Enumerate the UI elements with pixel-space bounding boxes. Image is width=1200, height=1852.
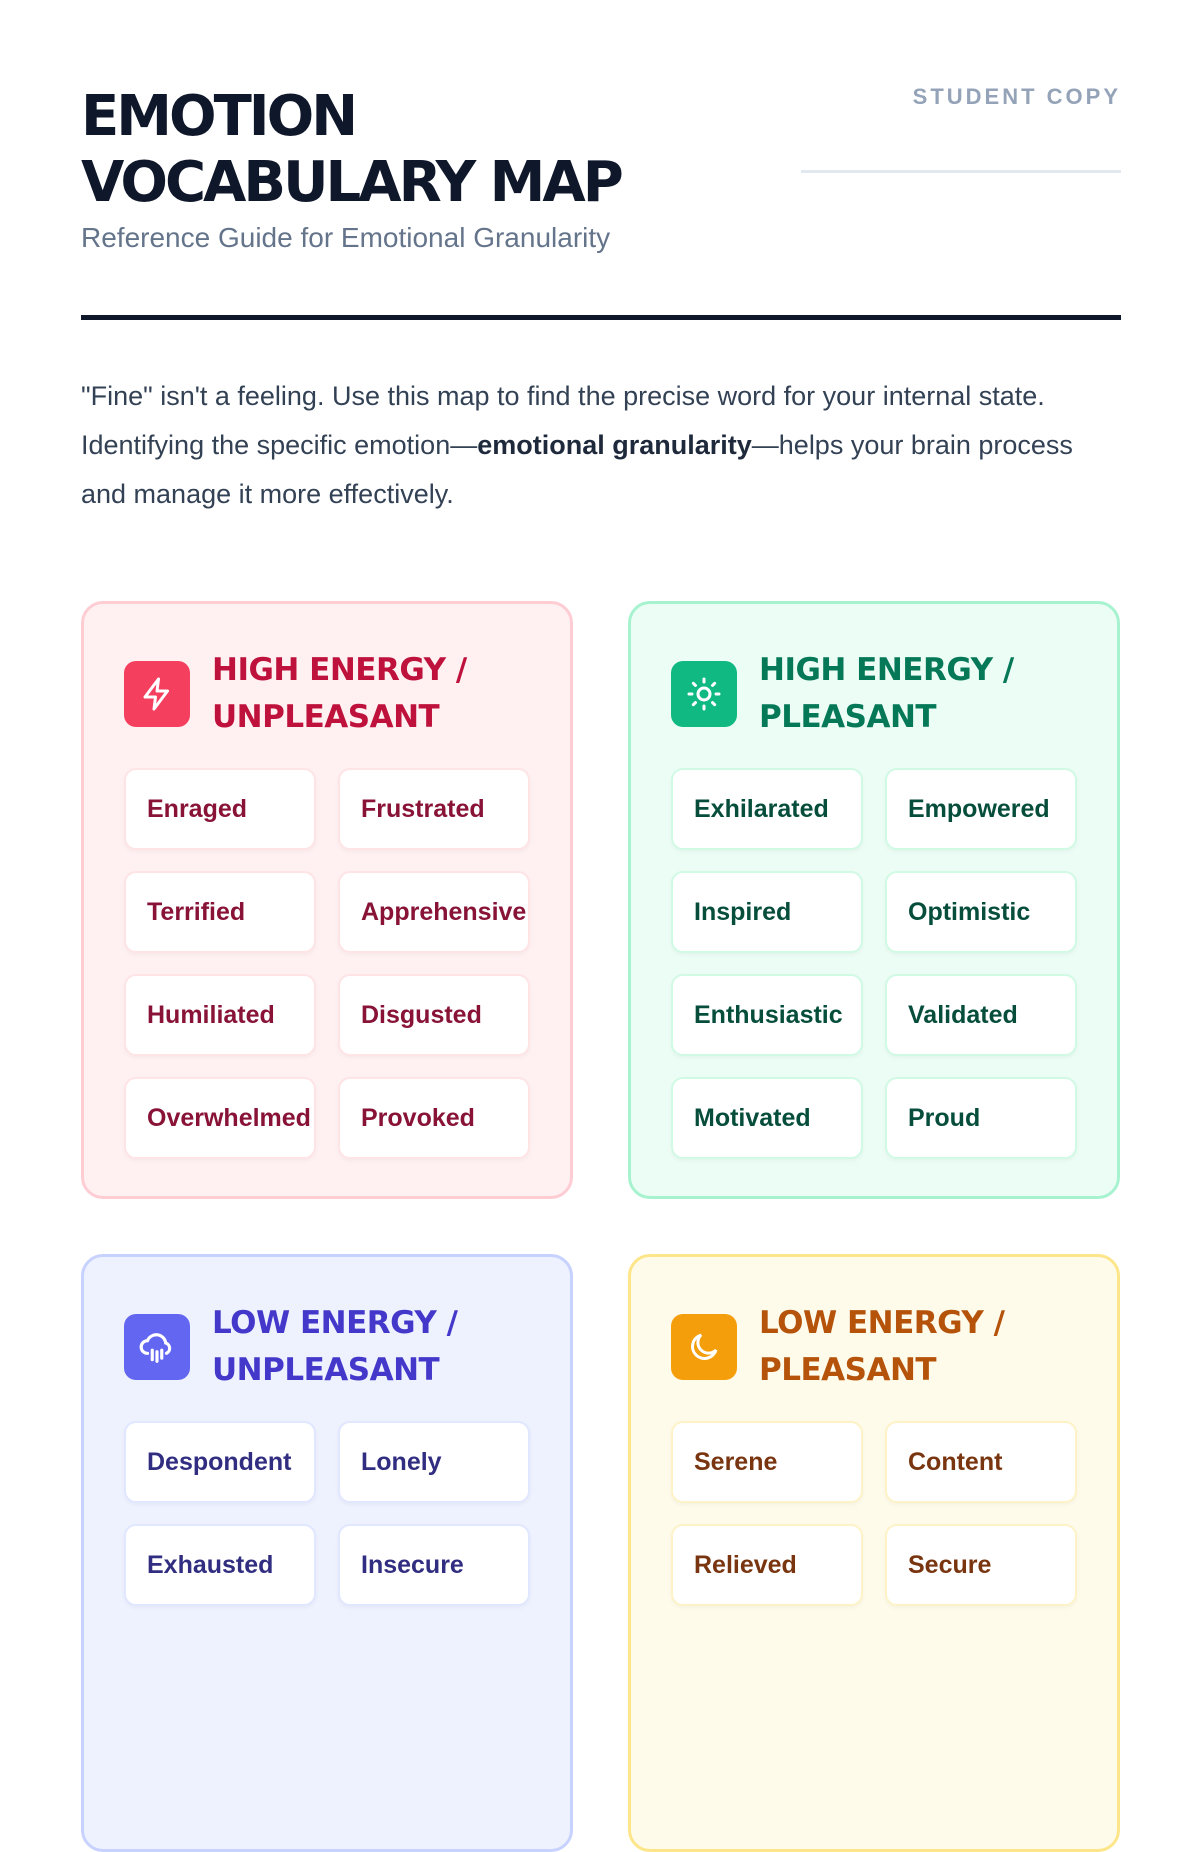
header bbox=[81, 84, 1121, 254]
quadrant-header bbox=[124, 1297, 530, 1397]
emotion-word-tile[interactable]: Apprehensive bbox=[338, 871, 530, 953]
emotion-word-tile[interactable]: Enraged bbox=[124, 768, 316, 850]
emotion-word-tile[interactable]: Enthusiastic bbox=[671, 974, 863, 1056]
quadrant-high-energy-pleasant bbox=[628, 601, 1120, 1199]
quadrant-title-line-1: LOW ENERGY / bbox=[212, 1305, 458, 1341]
word-grid bbox=[124, 1421, 530, 1606]
title-line-2: VOCABULARY MAP bbox=[81, 150, 621, 215]
quadrant-title bbox=[759, 647, 1014, 741]
intro-text-end: —helps your brain process and manage it more effectively. bbox=[81, 430, 1073, 509]
header-divider bbox=[81, 315, 1121, 320]
emotion-word-tile[interactable]: Despondent bbox=[124, 1421, 316, 1503]
student-copy-label: STUDENT COPY bbox=[912, 84, 1121, 109]
intro-text: "Fine" isn't a feeling. Use this map to find the precise word for your internal state. Identifying the specific emotion— bbox=[81, 381, 1045, 460]
emotion-word-tile[interactable]: Inspired bbox=[671, 871, 863, 953]
quadrant-header bbox=[671, 644, 1077, 744]
word-grid bbox=[124, 768, 530, 1159]
quadrant-title-line-2: PLEASANT bbox=[759, 1352, 937, 1388]
quadrant-title bbox=[212, 647, 467, 741]
quadrant-low-energy-pleasant bbox=[628, 1254, 1120, 1852]
emotion-word-tile[interactable]: Proud bbox=[885, 1077, 1077, 1159]
intro-paragraph bbox=[81, 372, 1121, 519]
quadrant-title-line-1: LOW ENERGY / bbox=[759, 1305, 1005, 1341]
emotion-word-tile[interactable]: Optimistic bbox=[885, 871, 1077, 953]
quadrant-title-line-2: UNPLEASANT bbox=[212, 699, 440, 735]
emotion-word-tile[interactable]: Empowered bbox=[885, 768, 1077, 850]
emotion-word-tile[interactable]: Exhilarated bbox=[671, 768, 863, 850]
subtitle: Reference Guide for Emotional Granularity bbox=[81, 222, 611, 253]
quadrant-title-line-2: UNPLEASANT bbox=[212, 1352, 440, 1388]
emotion-word-tile[interactable]: Content bbox=[885, 1421, 1077, 1503]
word-grid bbox=[671, 1421, 1077, 1606]
emotion-word-tile[interactable]: Validated bbox=[885, 974, 1077, 1056]
quadrant-low-energy-unpleasant bbox=[81, 1254, 573, 1852]
emotion-word-tile[interactable]: Lonely bbox=[338, 1421, 530, 1503]
emotion-word-tile[interactable]: Relieved bbox=[671, 1524, 863, 1606]
emotion-word-tile[interactable]: Terrified bbox=[124, 871, 316, 953]
quadrant-title-line-1: HIGH ENERGY / bbox=[759, 652, 1014, 688]
emotion-word-tile[interactable]: Humiliated bbox=[124, 974, 316, 1056]
emotion-word-tile[interactable]: Motivated bbox=[671, 1077, 863, 1159]
lightning-icon bbox=[124, 661, 190, 727]
quadrant-high-energy-unpleasant bbox=[81, 601, 573, 1199]
emotion-word-tile[interactable]: Insecure bbox=[338, 1524, 530, 1606]
emotion-word-tile[interactable]: Disgusted bbox=[338, 974, 530, 1056]
name-line bbox=[801, 170, 1121, 173]
emotion-word-tile[interactable]: Provoked bbox=[338, 1077, 530, 1159]
emotion-word-tile[interactable]: Overwhelmed bbox=[124, 1077, 316, 1159]
sun-icon bbox=[671, 661, 737, 727]
emotion-word-tile[interactable]: Secure bbox=[885, 1524, 1077, 1606]
quadrant-title-line-1: HIGH ENERGY / bbox=[212, 652, 467, 688]
quadrant-header bbox=[124, 644, 530, 744]
intro-emphasis: emotional granularity bbox=[477, 430, 752, 460]
emotion-word-tile[interactable]: Serene bbox=[671, 1421, 863, 1503]
quadrant-header bbox=[671, 1297, 1077, 1397]
quadrant-title bbox=[759, 1300, 1004, 1394]
emotion-word-tile[interactable]: Frustrated bbox=[338, 768, 530, 850]
word-grid bbox=[671, 768, 1077, 1159]
quadrant-title bbox=[212, 1300, 457, 1394]
emotion-word-tile[interactable]: Exhausted bbox=[124, 1524, 316, 1606]
cloud-rain-icon bbox=[124, 1314, 190, 1380]
moon-icon bbox=[671, 1314, 737, 1380]
title-line-1: EMOTION bbox=[81, 84, 356, 149]
quadrant-title-line-2: PLEASANT bbox=[759, 699, 937, 735]
